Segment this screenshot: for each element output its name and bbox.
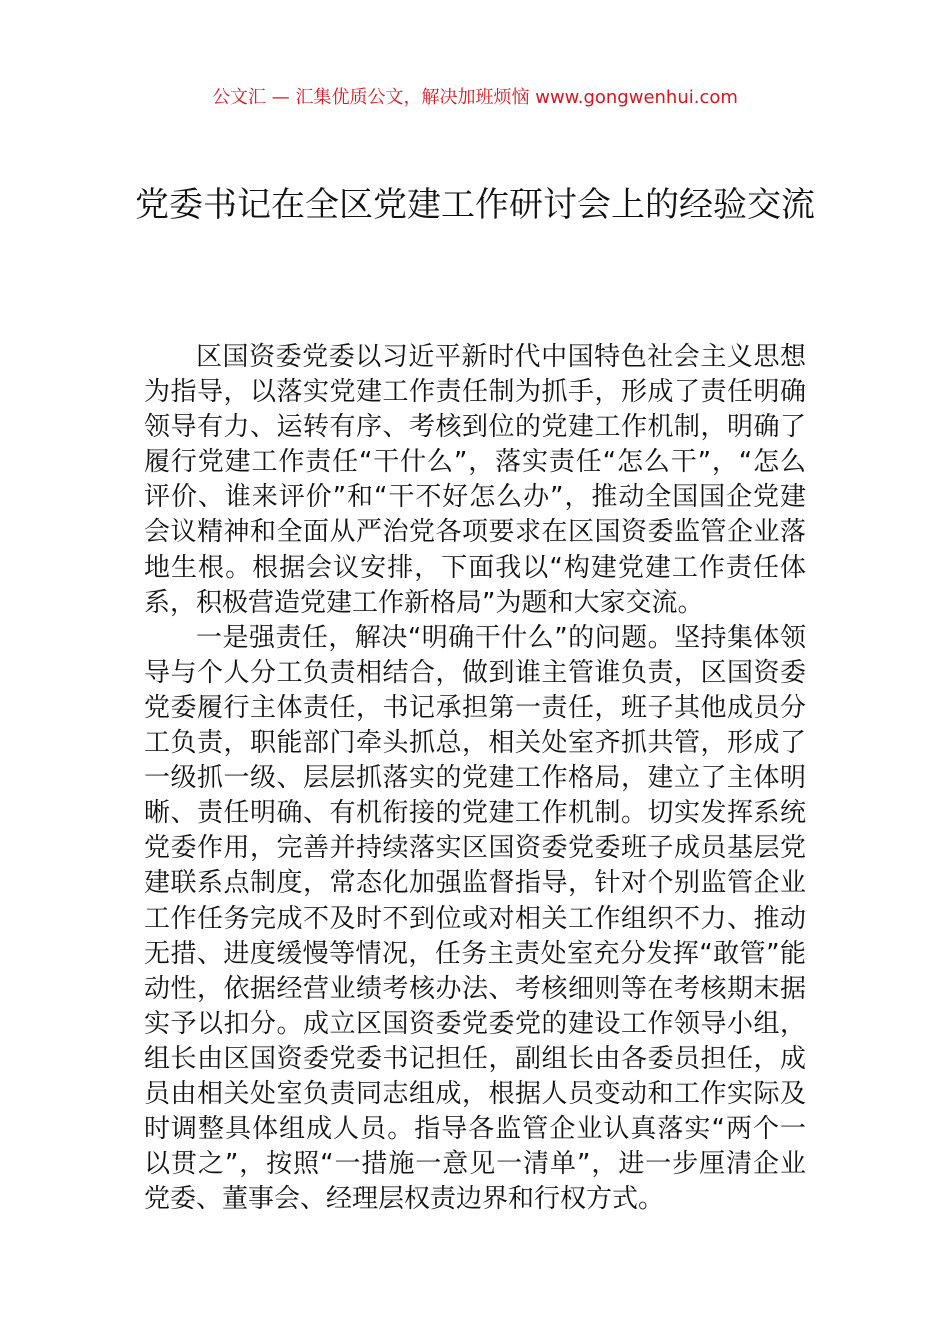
document-body (144, 340, 806, 1217)
body-paragraph-responsibility: 一是强责任，解决“明确干什么”的问题。坚持集体领导与个人分工负责相结合，做到谁主管谁负责，区国资委党委履行主体责任，书记承担第一责任，班子其他成员分工负责，职能部门牵头抓总，相关处室齐抓共管，形成了一级抓一级、层层抓落实的党建工作格局，建立了主体明晰、责任明确、有机衔接的党建工作机制。切实发挥系统党委作用，完善并持续落实区国资委党委班子成员基层党建联系点制度，常态化加强监督指导，针对个别监管企业工作任务完成不及时不到位或对相关工作组织不力、推动无措、进度缓慢等情况，任务主责处室充分发挥“敢管”能动性，依据经营业绩考核办法、考核细则等在考核期末据实予以扣分。成立区国资委党委党的建设工作领导小组，组长由区国资委党委书记担任，副组长由各委员担任，成员由相关处室负责同志组成，根据人员变动和工作实际及时调整具体组成人员。指导各监管企业认真落实“两个一以贯之”，按照“一措施一意见一清单”，进一步厘清企业党委、董事会、经理层权责边界和行权方式。 (144, 622, 806, 1215)
document-title: 党委书记在全区党建工作研讨会上的经验交流 (135, 185, 815, 225)
header-banner: 公文汇 — 汇集优质公文，解决加班烦恼 www.gongwenhui.com (212, 87, 738, 108)
body-paragraph-intro: 区国资委党委以习近平新时代中国特色社会主义思想为指导，以落实党建工作责任制为抓手，形成了责任明确领导有力、运转有序、考核到位的党建工作机制，明确了履行党建工作责任“干什么”，落实责任“怎么干”，“怎么评价、谁来评价”和“干不好怎么办”，推动全国国企党建会议精神和全面从严治党各项要求在区国资委监管企业落地生根。根据会议安排，下面我以“构建党建工作责任体系，积极营造党建工作新格局”为题和大家交流。 (144, 342, 806, 618)
